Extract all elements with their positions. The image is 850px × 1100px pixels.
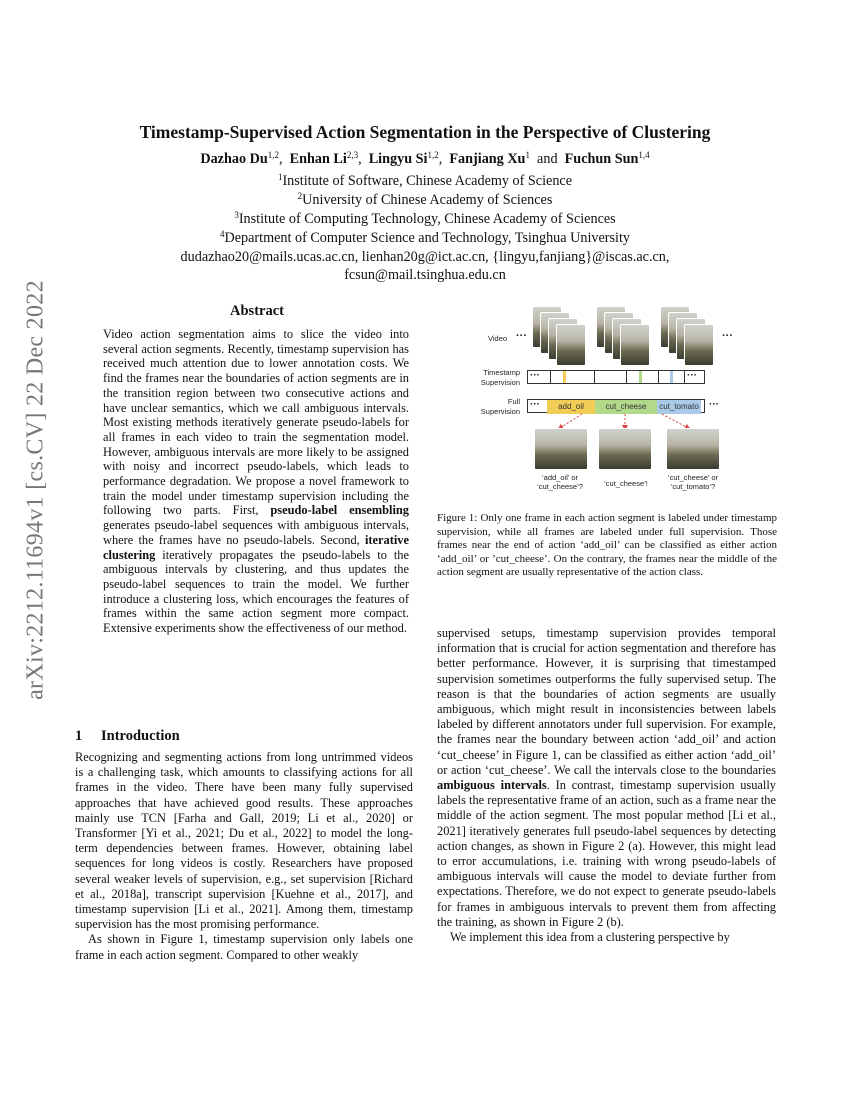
section-heading — [75, 728, 180, 745]
sample-frame-2 — [598, 428, 652, 470]
author-name: Fuchun Sun — [564, 151, 639, 167]
paragraph: Recognizing and segmenting actions from long untrimmed videos is a challenging task, which amounts to classifying actions for all frames in the video. There have been many fully supervised approaches that have achieved good results. These approaches mainly use TCN [Farha and Gall, 2019; Li et al., 2020] or Transformer [Yi et al., 2021; Du et al., 2022] to model the long-term dependencies between frames. However, obtaining label sequences for long videos is costly. Researchers have proposed several weaker levels of supervision, e.g., set supervision [Richard et al., 2018a], transcript supervision [Kuehne et al., 2017], and timestamp supervision [Li et al., 2021]. Among them, timestamp supervision has the most promising performance. — [75, 750, 413, 932]
figure-1 — [472, 304, 744, 500]
abstract-text: iteratively propagates the pseudo-labels to the ambiguous intervals by clustering, and thus updates the pseudo-label sequences to train the model. We further introduce a clustering loss, which encourages the features of frames within the same action segment more compact. Extensive experiments show the effectiveness of our method. — [103, 547, 409, 636]
arxiv-stamp — [6, 210, 66, 770]
bold-term: ambiguous intervals — [437, 778, 547, 793]
paper-title: Timestamp-Supervised Action Segmentation in the Perspective of Clustering — [139, 122, 711, 142]
sample-frame-1 — [534, 428, 588, 470]
affil-sup: 4 — [219, 229, 225, 239]
arrow-lines — [472, 304, 744, 500]
ellipsis: ··· — [687, 370, 697, 381]
email-line[interactable]: fcsun@mail.tsinghua.edu.cn — [344, 267, 506, 283]
affil-text: Department of Computer Science and Technology, Tsinghua University — [224, 230, 631, 246]
frame-label-line: ‘add_oil’ or — [542, 473, 578, 482]
frame-label — [530, 473, 590, 491]
author-name: Dazhao Du — [200, 151, 268, 167]
segment-cut-tomato: cut_tomato — [657, 400, 701, 414]
frame-label — [660, 473, 726, 491]
ellipsis: ··· — [530, 399, 540, 410]
section-title: Introduction — [101, 728, 180, 744]
abstract-bold: iterative clustering — [103, 532, 409, 562]
arxiv-stamp-text: arXiv:2212.11694v1 [cs.CV] 22 Dec 2022 — [22, 280, 49, 700]
author-list: Dazhao Du$^{1,2}$, Enhan Li$^{2,3}$, Lingyu Si$^{1,2}$, Fanjiang Xu$^1$ and Fuchun Sun$^{1,4}$ — [200, 150, 650, 167]
ellipsis: ··· — [516, 330, 527, 342]
section-number: 1 — [75, 728, 83, 744]
row-label-video: Video — [488, 334, 508, 343]
ellipsis: ··· — [530, 370, 540, 381]
affil-text: Institute of Software, Chinese Academy of Science — [282, 173, 573, 189]
segment-add-oil: add_oil — [547, 400, 595, 414]
ellipsis: ··· — [709, 399, 719, 410]
paragraph: We implement this idea from a clustering perspective by — [450, 930, 730, 945]
author-sup: 1,4 — [638, 150, 650, 160]
author-sup: 1,2 — [267, 150, 279, 160]
affiliation — [0, 229, 850, 248]
abstract-text: Video action segmentation aims to slice the video into several action segments. Recently, timestamp supervision has received much attention due to lower annotation costs. We find the frames near the boundaries of action segments are in the transition region between two consecutive actions and have unclear semantics, which we call ambiguous intervals. Most existing methods iteratively generate pseudo-labels for all frames in each video to train the segmentation model. However, ambiguous intervals are more likely to be assigned with noisy and incorrect pseudo-labels, which leads to performance degradation. We propose a novel framework to train the model under timestamp supervision including the following two parts. First, — [103, 327, 409, 518]
arrow-3 — [662, 414, 688, 428]
abstract-heading: Abstract — [230, 303, 284, 319]
sample-frame-3 — [666, 428, 720, 470]
left-column — [75, 750, 413, 963]
affil-text: Institute of Computing Technology, Chinese Academy of Sciences — [238, 211, 616, 227]
row-label-full: Supervision — [480, 407, 520, 416]
affiliation — [0, 191, 850, 210]
author-name: Fanjiang Xu — [449, 151, 526, 167]
row-label-timestamp: Supervision — [480, 378, 520, 387]
author-sup: 1 — [525, 150, 530, 160]
affiliation — [0, 172, 850, 191]
paragraph — [437, 626, 776, 930]
affil-sup: 3 — [234, 210, 239, 220]
affil-text: University of Chinese Academy of Sciences — [302, 192, 553, 208]
arrow-1 — [560, 414, 582, 428]
row-label-full: Full — [507, 397, 520, 406]
author-name: Lingyu Si — [368, 151, 428, 167]
abstract-body — [103, 327, 409, 636]
ellipsis: ··· — [722, 330, 733, 342]
affil-sup: 2 — [297, 191, 303, 201]
figure-1-caption: Figure 1: Only one frame in each action segment is labeled under timestamp supervision, while all frames are labeled under full supervision. Those frames near the end of action ‘add_oil’ can be classified as either action ‘add_oil’ or ’cut_cheese’. On the contrary, the frames near the middle of the action segment are usually representative of the action class. — [437, 512, 777, 579]
affil-sup: 1 — [277, 172, 283, 182]
affiliation — [0, 210, 850, 229]
frame-label-line: ‘cut_cheese’? — [537, 482, 583, 491]
frame-label: ‘cut_cheese’! — [604, 479, 648, 488]
frame-label-line: ‘cut_tomato’? — [670, 482, 716, 491]
author-and: and — [537, 151, 558, 167]
author-name: Enhan Li — [289, 151, 347, 167]
paragraph: As shown in Figure 1, timestamp supervision only labels one frame in each action segment. Compared to other weakly — [75, 932, 413, 962]
right-column — [437, 626, 776, 945]
paragraph-text: . In contrast, timestamp supervision usually labels the representative frame of an action, such as a frame near the middle of the action segment. The most popular method [Li et al., 2021] iteratively generates full pseudo-label sequences by detecting action changes, as shown in Figure 2 (a). However, this might lead to error accumulations, i.e. training with wrong pseudo-labels of ambiguous intervals will cause the model to deviate further from expectations. Therefore, we do not expect to generate pseudo-labels for frames in ambiguous intervals to prevent them from affecting the training, as shown in Figure 2 (b). — [437, 778, 776, 929]
email-line[interactable]: dudazhao20@mails.ucas.ac.cn, lienhan20g@ict.ac.cn, {lingyu,fanjiang}@iscas.ac.cn, — [180, 249, 670, 265]
abstract-text: generates pseudo-label sequences with ambiguous intervals, where the frames have no pseudo-labels. Second, — [103, 518, 409, 547]
abstract-bold: pseudo-label ensembling — [270, 503, 409, 518]
author-sup: 2,3 — [346, 150, 359, 160]
author-sup: 1,2 — [427, 150, 439, 160]
frame-label-line: ‘cut_cheese’ or — [667, 473, 719, 482]
row-label-timestamp: Timestamp — [483, 368, 520, 377]
segment-cut-cheese: cut_cheese — [595, 400, 657, 414]
paragraph-text: supervised setups, timestamp supervision provides temporal information that is crucial for action segmentation and therefore has better performance. However, it is surprising that timestamped supervision sometimes outperforms the fully supervised setup. The reason is that the boundaries of action segments are usually ambiguous, which might result in inconsistencies between labels labeled by different annotators under full supervision. For example, the frames near the boundary between action ‘add_oil’ and action ‘cut_cheese’ in Figure 1, can be classified as either action ‘add_oil’ or action ‘cut_cheese’. We call the intervals close to the boundaries — [437, 626, 776, 777]
